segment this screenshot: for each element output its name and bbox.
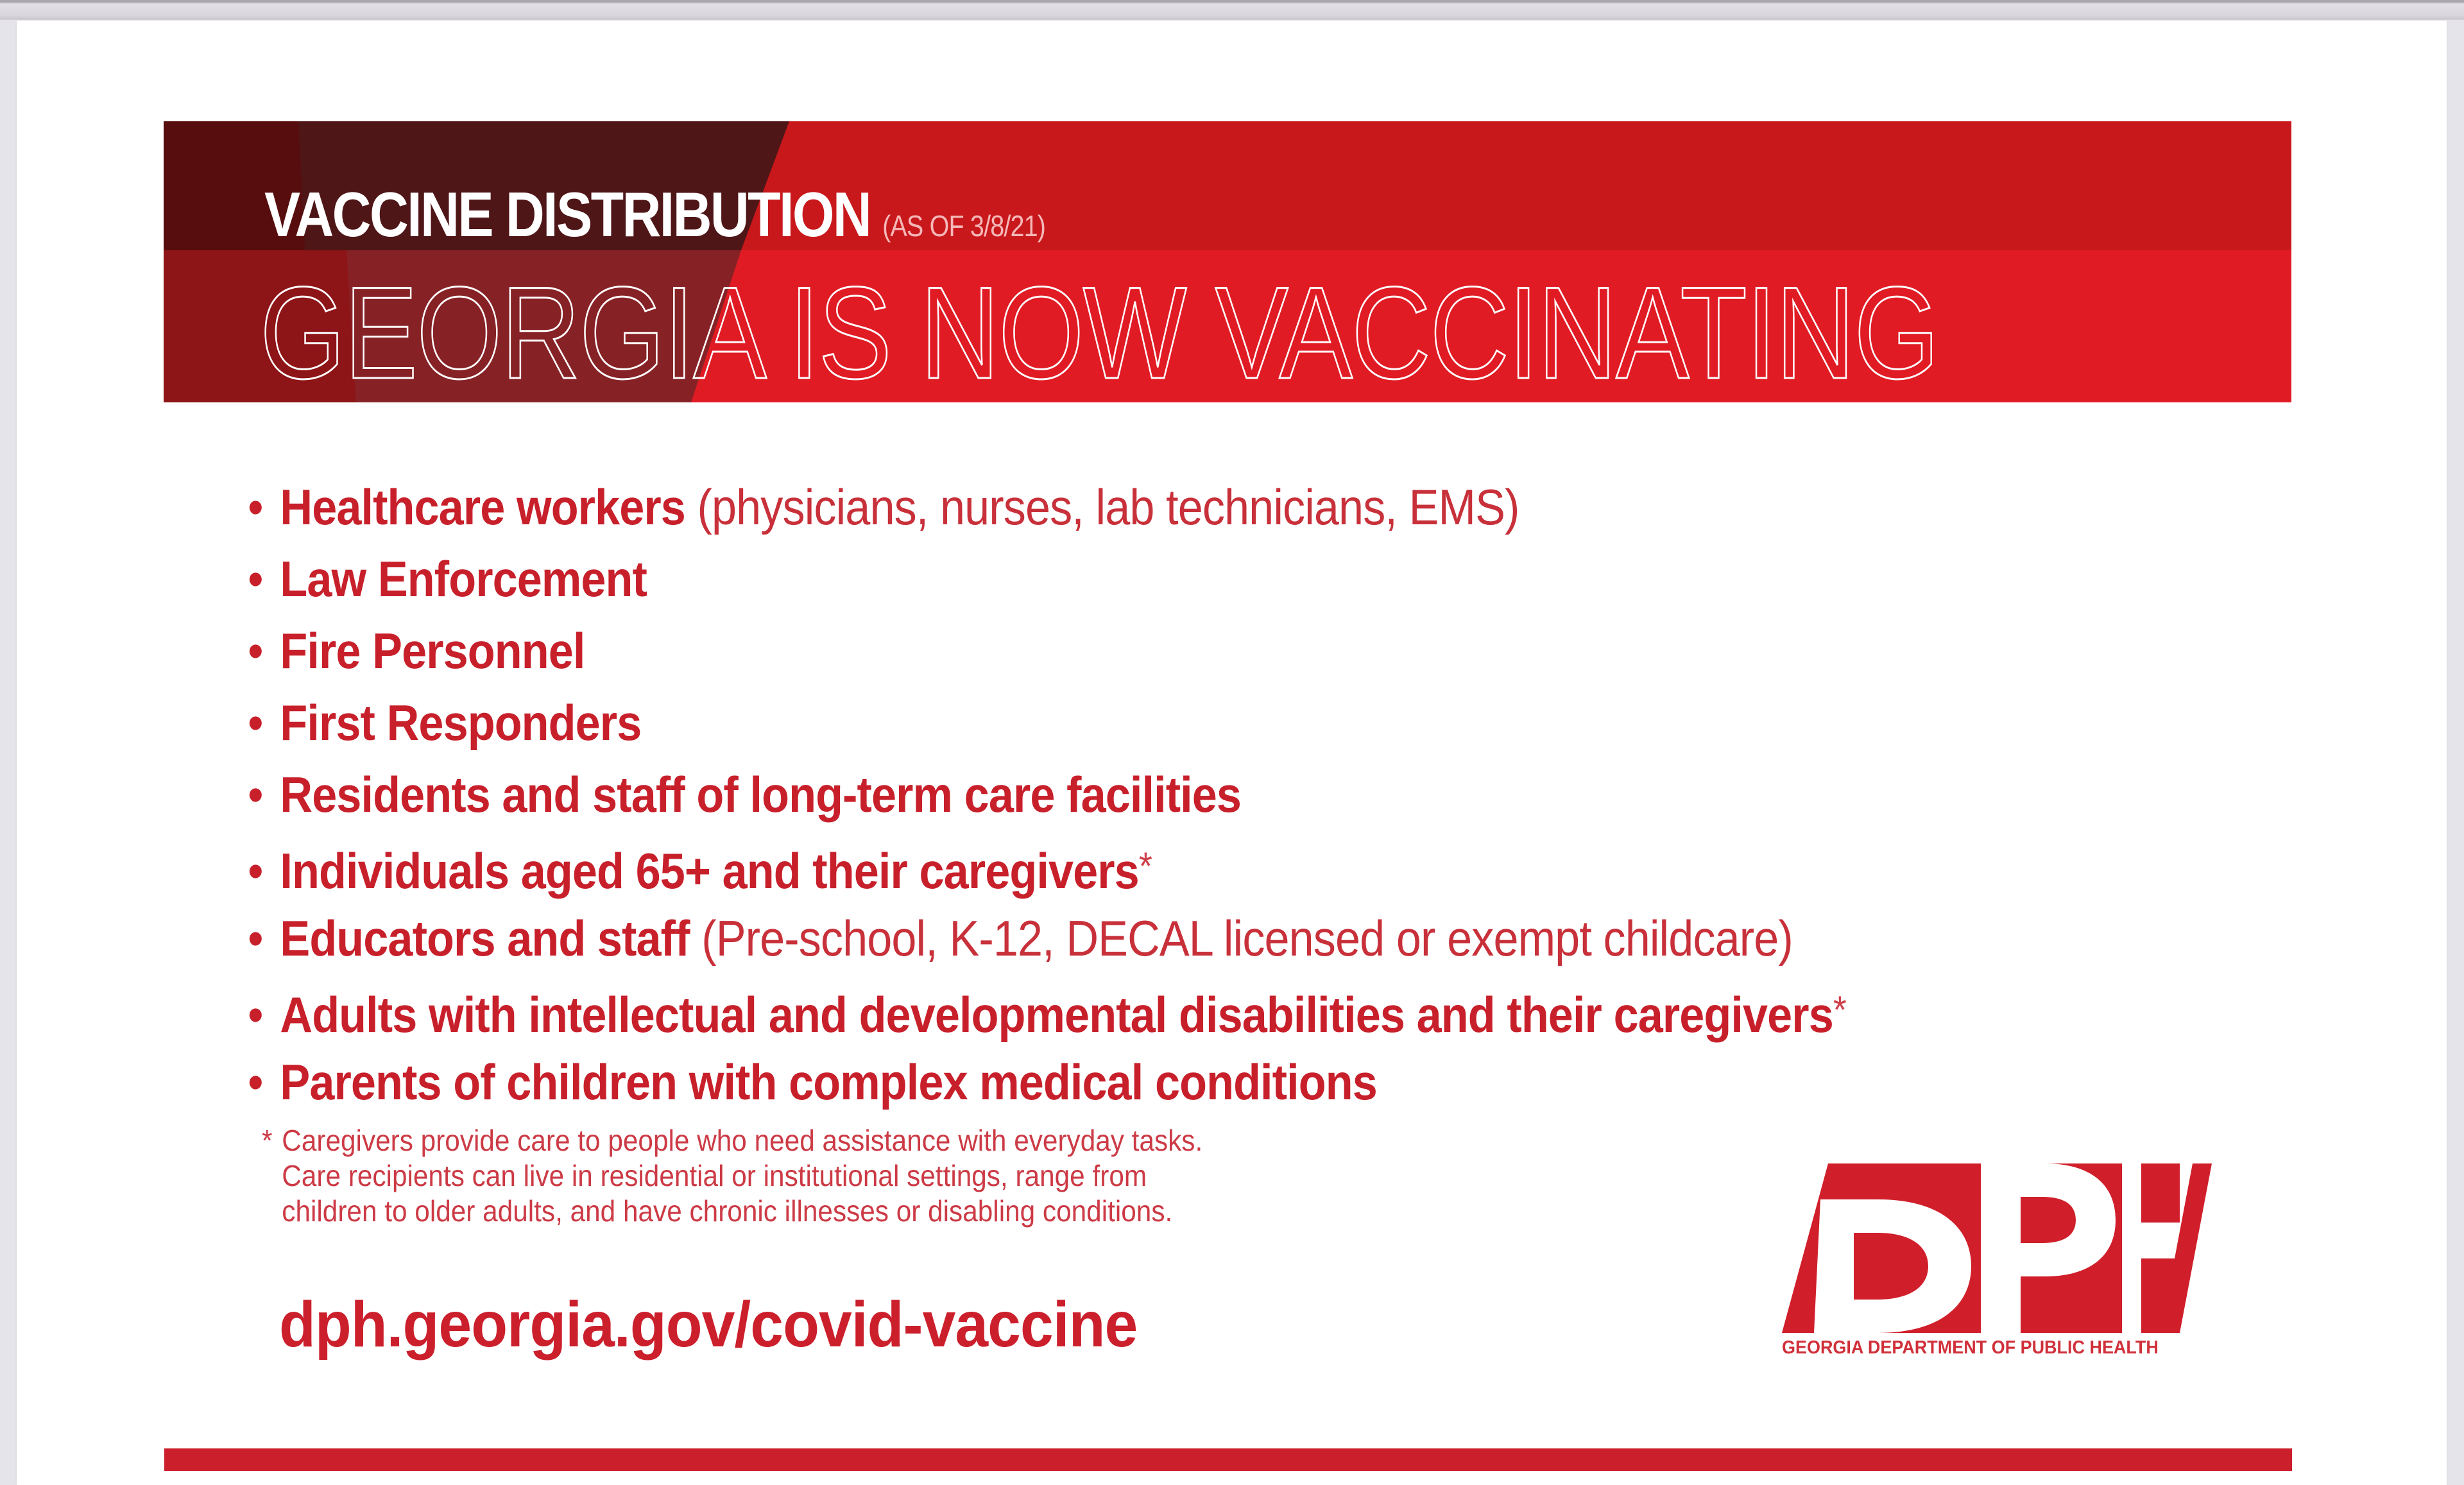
banner-subtitle [264,179,1046,250]
bullet-icon: • [248,479,263,535]
list-item [248,543,1846,615]
group-label: Law Enforcement [280,551,647,607]
footnote-line: children to older adults, and have chronic illnesses or disabling conditions. [282,1194,1173,1228]
list-item [248,902,1846,974]
bullet-icon: • [248,766,263,823]
group-label: Parents of children with complex medical conditions [280,1054,1377,1110]
banner-title: GEORGIA IS NOW VACCINATING [260,260,1938,402]
list-item [248,759,1846,830]
footnote-line [262,1123,1202,1158]
window-top-bar [0,0,2464,21]
bullet-icon: • [248,986,263,1043]
bullet-icon: • [248,694,263,751]
bottom-rule [164,1448,2292,1471]
group-label: Healthcare workers [280,479,685,535]
list-item [248,830,1846,902]
vaccine-info-link[interactable]: dph.georgia.gov/covid-vaccine [279,1289,1138,1361]
footnote-text: Caregivers provide care to people who need assistance with everyday tasks. [282,1124,1203,1157]
eligible-groups-list [248,471,2024,1118]
subtitle-text: VACCINE DISTRIBUTION [264,179,871,250]
asterisk-icon: * [262,1124,273,1157]
list-item [248,687,1846,759]
bullet-icon: • [248,910,263,966]
list-item [248,471,1846,543]
group-label: Individuals aged 65+ and their caregivers [280,843,1139,899]
group-label: Residents and staff of long-term care facilities [280,766,1242,823]
asterisk-icon: * [1138,845,1152,888]
group-detail: (Pre-school, K-12, DECAL licensed or exempt childcare) [689,910,1793,966]
caregiver-footnote [262,1123,1202,1229]
footnote-line: Care recipients can live in residential or institutional settings, range from [282,1159,1147,1192]
as-of-date: (AS OF 3/8/21) [882,209,1046,243]
group-label: Adults with intellectual and developmental disabilities and their caregivers [280,986,1833,1043]
flyer-page [17,21,2447,1485]
list-item [248,974,1846,1046]
dph-logo-icon [1782,1158,2212,1364]
bullet-icon: • [248,843,263,899]
bullet-icon: • [248,622,263,679]
dph-caption: GEORGIA DEPARTMENT OF PUBLIC HEALTH [1782,1337,2159,1358]
group-detail: (physicians, nurses, lab technicians, EMS) [685,479,1519,535]
list-item [248,615,1846,687]
header-banner [164,121,2291,402]
bullet-icon: • [248,551,263,607]
bullet-icon: • [248,1054,263,1110]
group-label: Fire Personnel [280,622,585,679]
asterisk-icon: * [1833,988,1846,1031]
list-item [248,1046,1846,1118]
group-label: First Responders [280,694,642,751]
group-label: Educators and staff [280,910,690,966]
